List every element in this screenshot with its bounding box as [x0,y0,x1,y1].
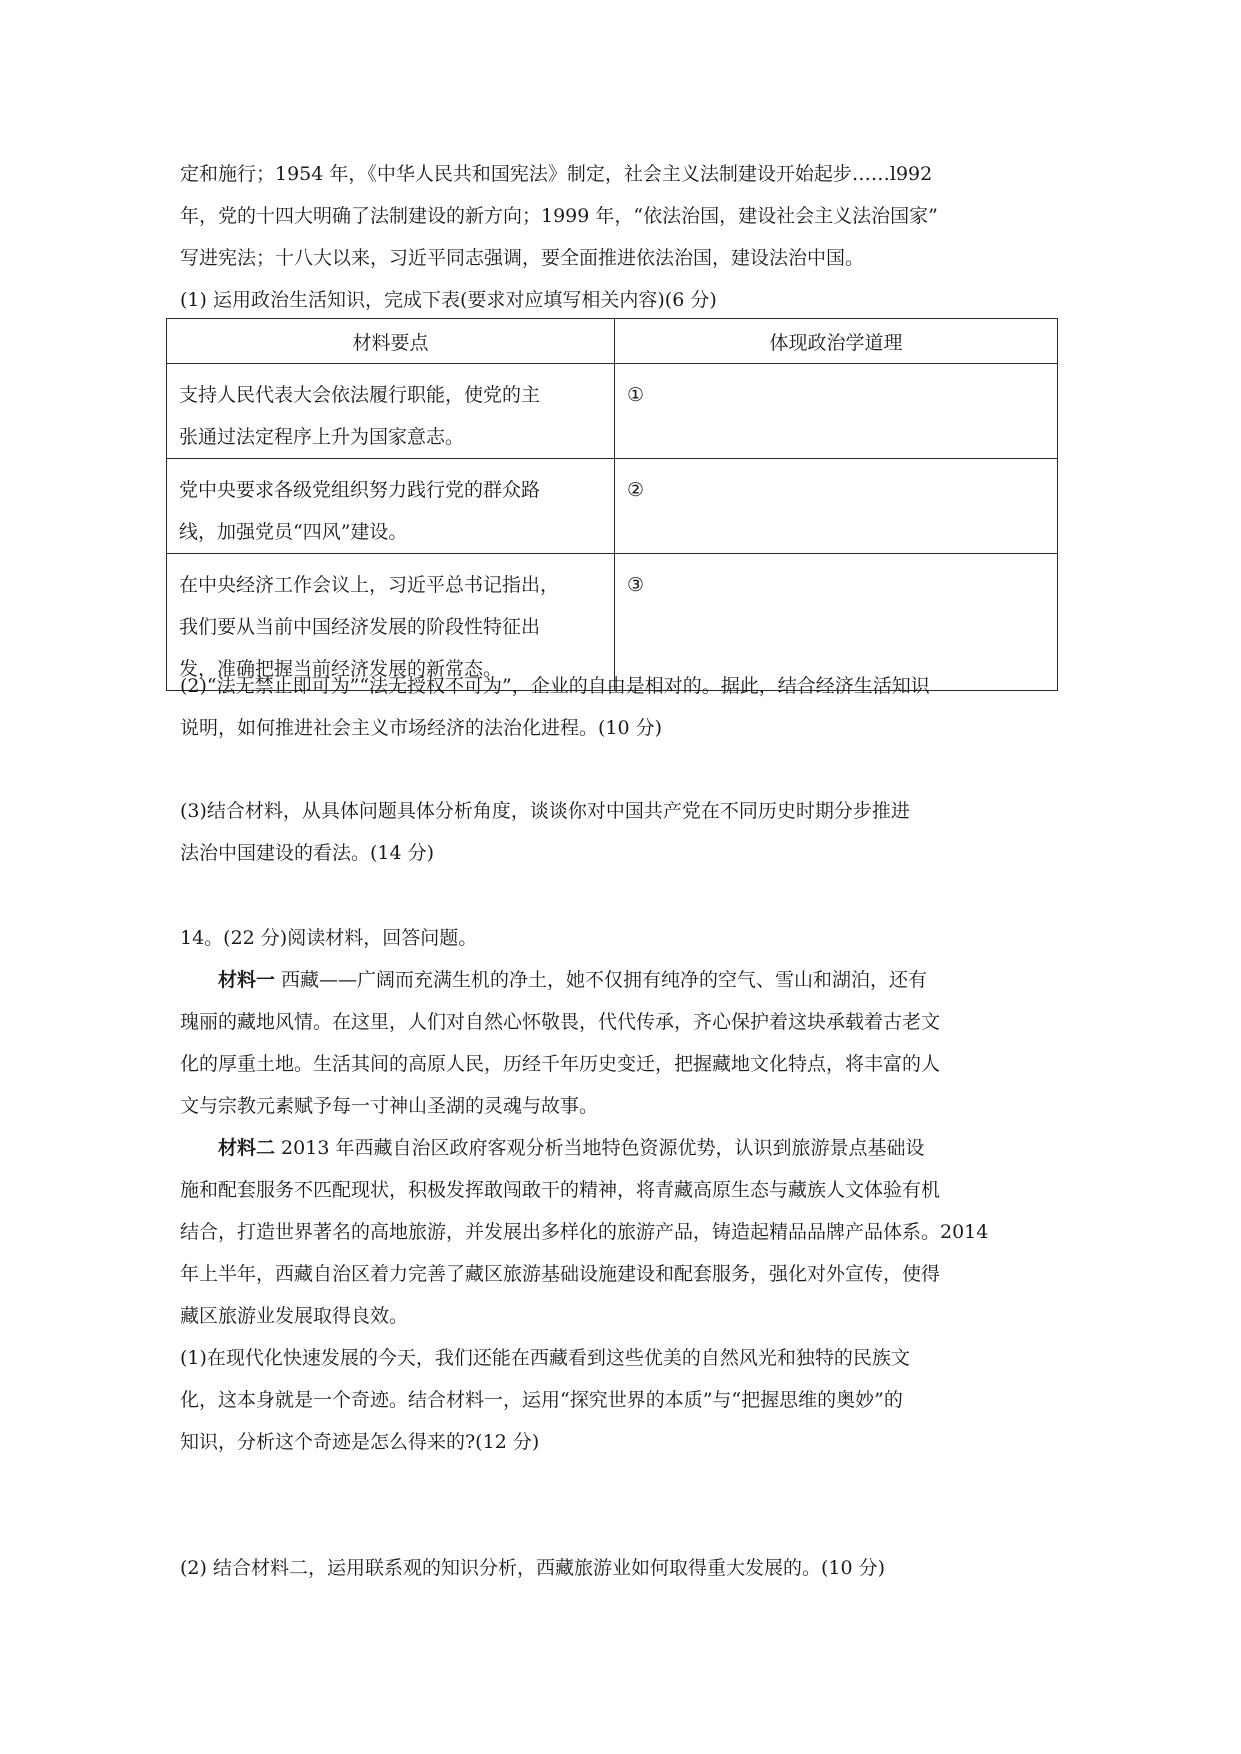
cell-line: 发，准确把握当前经济发展的新常态。 [179,658,503,680]
table-cell-point [167,554,615,691]
question-14-1-line-1: (1)在现代化快速发展的今天，我们还能在西藏看到这些优美的自然风光和独特的民族文 [180,1347,910,1369]
table-row [167,459,1058,554]
material-2-line-2: 施和配套服务不匹配现状，积极发挥敢闯敢干的精神，将青藏高原生态与藏族人文体验有机 [180,1179,941,1201]
cell-line: 我们要从当前中国经济发展的阶段性特征出 [179,616,541,638]
question-14-title: 14。(22 分)阅读材料，回答问题。 [180,927,478,949]
table-header-principles: 体现政治学道理 [615,319,1058,364]
material-1-line-3: 化的厚重土地。生活其间的高原人民，历经千年历史变迁，把握藏地文化特点，将丰富的人 [180,1053,941,1075]
intro-line-3: 写进宪法；十八大以来，习近平同志强调，要全面推进依法治国，建设法治中国。 [180,247,865,269]
cell-line: 党中央要求各级党组织努力践行党的群众路 [179,479,541,501]
material-1-line-2: 瑰丽的藏地风情。在这里，人们对自然心怀敬畏，代代传承，齐心保护着这块承载着古老文 [180,1011,941,1033]
table-cell-answer: ① [615,364,1058,459]
answer-table [166,318,1058,691]
question-14-1-line-3: 知识，分析这个奇迹是怎么得来的?(12 分) [180,1431,540,1453]
cell-line: 线，加强党员“四风”建设。 [179,521,408,543]
material-1-label: 材料一 [218,969,276,991]
material-2-line-1: 材料二 2013 年西藏自治区政府客观分析当地特色资源优势，认识到旅游景点基础设 [218,1137,925,1159]
material-1-line-1: 材料一 西藏——广阔而充满生机的净土，她不仅拥有纯净的空气、雪山和湖泊，还有 [218,969,928,991]
question-13-2-line-1: (2)“法无禁止即可为”“法无授权不可为”，企业的自由是相对的。据此，结合经济生活知识 [180,675,930,697]
question-14-2: (2) 结合材料二，运用联系观的知识分析，西藏旅游业如何取得重大发展的。(10 分) [180,1557,885,1579]
intro-line-1: 定和施行；1954 年，《中华人民共和国宪法》制定，社会主义法制建设开始起步……l992 [180,163,933,185]
question-13-1: (1) 运用政治生活知识，完成下表(要求对应填写相关内容)(6 分) [180,289,717,311]
table-cell-point [167,459,615,554]
intro-line-2: 年，党的十四大明确了法制建设的新方向；1999 年，“依法治国，建设社会主义法治国家” [180,205,938,227]
material-2-line-3: 结合，打造世界著名的高地旅游，并发展出多样化的旅游产品，铸造起精品品牌产品体系。2014 [180,1221,989,1243]
table-cell-answer: ② [615,459,1058,554]
cell-line: 在中央经济工作会议上，习近平总书记指出， [179,574,560,596]
question-13-2-line-2: 说明，如何推进社会主义市场经济的法治化进程。(10 分) [180,717,663,739]
table-cell-point [167,364,615,459]
material-2-line-4: 年上半年，西藏自治区着力完善了藏区旅游基础设施建设和配套服务，强化对外宣传，使得 [180,1263,941,1285]
material-1-line-4: 文与宗教元素赋予每一寸神山圣湖的灵魂与故事。 [180,1095,599,1117]
table-row [167,364,1058,459]
table-cell-answer: ③ [615,554,1058,691]
material-2-line-5: 藏区旅游业发展取得良效。 [180,1305,409,1327]
material-2-label: 材料二 [218,1137,276,1159]
table-header-points: 材料要点 [167,319,615,364]
cell-line: 支持人民代表大会依法履行职能，使党的主 [179,384,541,406]
question-13-3-line-2: 法治中国建设的看法。(14 分) [180,842,435,864]
table-row [167,554,1058,691]
cell-line: 张通过法定程序上升为国家意志。 [179,426,465,448]
question-14-1-line-2: 化，这本身就是一个奇迹。结合材料一，运用“探究世界的本质”与“把握思维的奥妙”的 [180,1389,903,1411]
question-13-3-line-1: (3)结合材料，从具体问题具体分析角度，谈谈你对中国共产党在不同历史时期分步推进 [180,800,910,822]
